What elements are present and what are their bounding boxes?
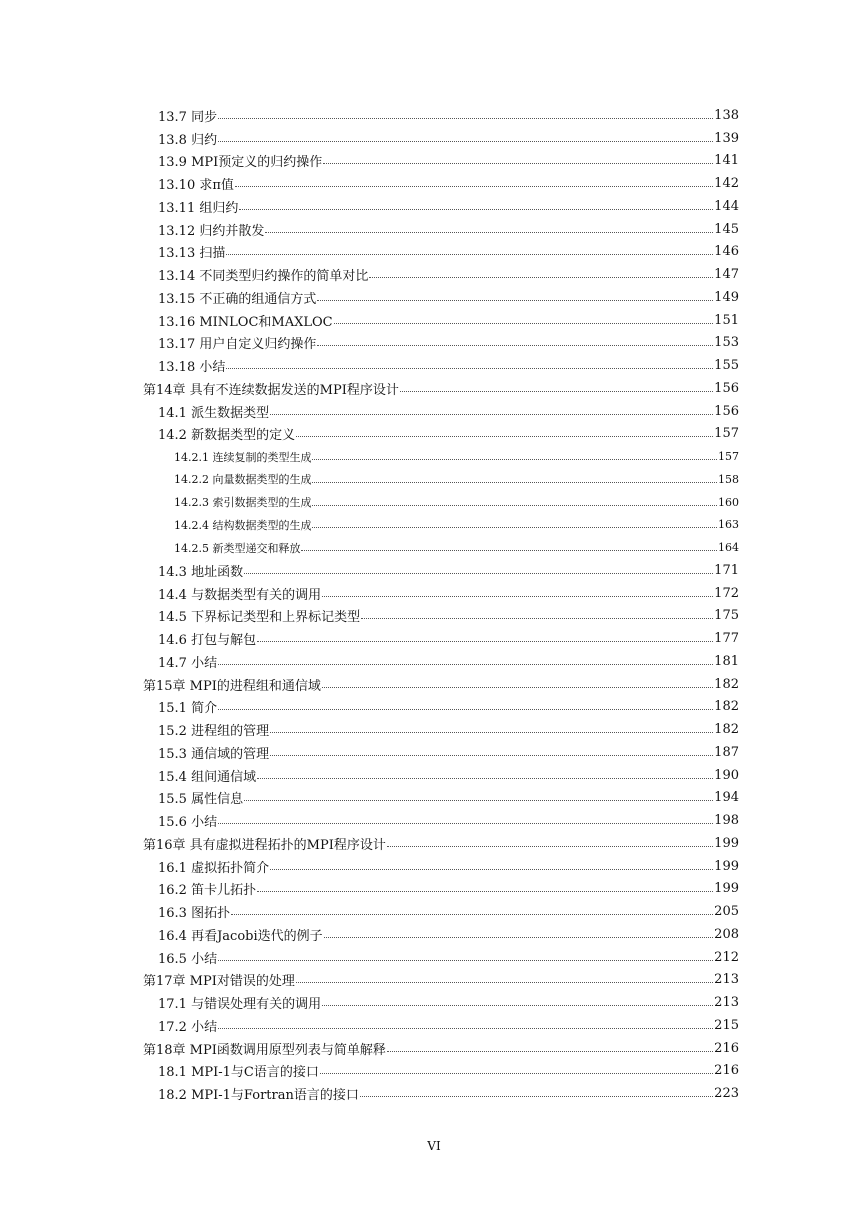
toc-entry-page: 182 — [714, 699, 739, 715]
toc-section-entry[interactable] — [158, 809, 739, 832]
toc-entry-page: 160 — [718, 495, 739, 509]
toc-leader-dots — [239, 209, 713, 210]
toc-leader-dots — [231, 914, 713, 915]
toc-entry-page: 198 — [714, 813, 739, 829]
toc-entry-page: 213 — [714, 995, 739, 1011]
toc-entry-page: 164 — [718, 541, 739, 555]
toc-chapter-entry[interactable] — [143, 1037, 739, 1060]
toc-entry-page: 199 — [714, 835, 739, 851]
toc-entry-title: 18.2 MPI-1与Fortran语言的接口 — [158, 1088, 359, 1104]
toc-entry-title: 14.6 打包与解包 — [158, 633, 257, 649]
toc-leader-dots — [317, 345, 713, 346]
toc-leader-dots — [265, 232, 713, 233]
toc-section-entry[interactable] — [158, 332, 739, 355]
toc-leader-dots — [334, 323, 714, 324]
toc-entry-page: 205 — [714, 904, 739, 920]
toc-leader-dots — [312, 459, 717, 460]
toc-entry-title: 14.2.3 索引数据类型的生成 — [174, 496, 312, 510]
toc-entry-title: 14.1 派生数据类型 — [158, 405, 270, 421]
toc-leader-dots — [320, 1073, 713, 1074]
toc-entry-title: 14.2.4 结构数据类型的生成 — [174, 518, 312, 532]
toc-entry-title: 14.5 下界标记类型和上界标记类型 — [158, 610, 361, 626]
toc-leader-dots — [312, 482, 717, 483]
toc-entry-title: 13.9 MPI预定义的归约操作 — [158, 155, 323, 171]
toc-entry-title: 16.5 小结 — [158, 951, 218, 967]
toc-entry-page: 145 — [714, 221, 739, 237]
toc-chapter-entry[interactable] — [143, 673, 739, 696]
toc-entry-title: 13.7 同步 — [158, 109, 218, 125]
toc-chapter-entry[interactable] — [143, 969, 739, 992]
toc-entry-page: 187 — [714, 744, 739, 760]
toc-entry-title: 13.10 求π值 — [158, 178, 234, 194]
toc-leader-dots — [360, 1096, 713, 1097]
toc-leader-dots — [226, 368, 713, 369]
toc-section-entry[interactable] — [158, 1014, 739, 1037]
toc-entry-page: 216 — [714, 1040, 739, 1056]
toc-entry-page: 172 — [714, 585, 739, 601]
toc-section-entry[interactable] — [158, 263, 739, 286]
toc-section-entry[interactable] — [158, 627, 739, 650]
toc-entry-page: 146 — [714, 244, 739, 260]
toc-entry-title: 13.13 扫描 — [158, 246, 226, 262]
toc-chapter-entry[interactable] — [143, 377, 739, 400]
toc-entry-title: 15.4 组间通信域 — [158, 769, 257, 785]
toc-entry-title: 14.2.2 向量数据类型的生成 — [174, 473, 312, 487]
toc-section-entry[interactable] — [158, 878, 739, 901]
toc-entry-title: 第15章 MPI的进程组和通信域 — [143, 678, 321, 694]
toc-entry-page: 199 — [714, 858, 739, 874]
toc-entry-title: 15.6 小结 — [158, 815, 218, 831]
toc-section-entry[interactable] — [158, 354, 739, 377]
toc-entry-page: 215 — [714, 1017, 739, 1033]
toc-subsubsection-entry[interactable] — [174, 445, 739, 468]
toc-entry-title: 13.16 MINLOC和MAXLOC — [158, 314, 333, 330]
toc-leader-dots — [369, 277, 713, 278]
toc-entry-page: 158 — [718, 472, 739, 486]
toc-leader-dots — [218, 823, 713, 824]
toc-subsubsection-entry[interactable] — [174, 491, 739, 514]
toc-entry-page: 181 — [714, 653, 739, 669]
toc-entry-title: 13.18 小结 — [158, 360, 226, 376]
toc-section-entry[interactable] — [158, 309, 739, 332]
toc-leader-dots — [270, 869, 713, 870]
toc-entry-page: 177 — [714, 631, 739, 647]
toc-section-entry[interactable] — [158, 787, 739, 810]
toc-entry-page: 157 — [714, 426, 739, 442]
toc-entry-title: 16.4 再看Jacobi迭代的例子 — [158, 928, 323, 944]
toc-section-entry[interactable] — [158, 946, 739, 969]
toc-entry-title: 第18章 MPI函数调用原型列表与简单解释 — [143, 1042, 386, 1058]
toc-entry-title: 15.3 通信域的管理 — [158, 746, 270, 762]
toc-entry-page: 194 — [714, 790, 739, 806]
toc-section-entry[interactable] — [158, 855, 739, 878]
toc-entry-page: 149 — [714, 289, 739, 305]
toc-leader-dots — [361, 618, 713, 619]
toc-section-entry[interactable] — [158, 764, 739, 787]
toc-entry-title: 16.1 虚拟拓扑简介 — [158, 860, 270, 876]
toc-entry-page: 171 — [714, 562, 739, 578]
page-number: VI — [427, 1139, 441, 1153]
toc-entry-page: 223 — [714, 1086, 739, 1102]
toc-entry-title: 18.1 MPI-1与C语言的接口 — [158, 1065, 319, 1081]
toc-entry-title: 15.1 简介 — [158, 701, 218, 717]
toc-entry-page: 156 — [714, 403, 739, 419]
toc-entry-title: 13.17 用户自定义归约操作 — [158, 337, 317, 353]
toc-section-entry[interactable] — [158, 741, 739, 764]
toc-entry-title: 16.3 图拓扑 — [158, 906, 231, 922]
toc-section-entry[interactable] — [158, 195, 739, 218]
toc-leader-dots — [270, 755, 713, 756]
toc-leader-dots — [301, 550, 717, 551]
toc-entry-title: 16.2 笛卡儿拓扑 — [158, 883, 257, 899]
toc-entry-title: 14.2.5 新类型递交和释放 — [174, 541, 301, 555]
toc-entry-page: 182 — [714, 676, 739, 692]
toc-entry-title: 第16章 具有虚拟进程拓扑的MPI程序设计 — [143, 837, 386, 853]
toc-leader-dots — [322, 596, 713, 597]
toc-entry-page: 199 — [714, 881, 739, 897]
toc-entry-page: 153 — [714, 335, 739, 351]
toc-entry-page: 139 — [714, 130, 739, 146]
toc-subsubsection-entry[interactable] — [174, 468, 739, 491]
toc-entry-title: 14.2.1 连续复制的类型生成 — [174, 450, 312, 464]
toc-section-entry[interactable] — [158, 1082, 739, 1105]
toc-entry-title: 14.3 地址函数 — [158, 564, 244, 580]
toc-leader-dots — [270, 414, 713, 415]
toc-section-entry[interactable] — [158, 605, 739, 628]
toc-leader-dots — [312, 527, 717, 528]
toc-entry-page: 208 — [714, 926, 739, 942]
toc-section-entry[interactable] — [158, 582, 739, 605]
toc-leader-dots — [235, 186, 713, 187]
toc-section-entry[interactable] — [158, 104, 739, 127]
toc-entry-page: 142 — [714, 176, 739, 192]
toc-leader-dots — [296, 982, 713, 983]
toc-subsubsection-entry[interactable] — [174, 536, 739, 559]
toc-entry-title: 14.4 与数据类型有关的调用 — [158, 587, 322, 603]
toc-section-entry[interactable] — [158, 127, 739, 150]
toc-leader-dots — [257, 778, 713, 779]
toc-section-entry[interactable] — [158, 423, 739, 446]
toc-leader-dots — [322, 687, 713, 688]
toc-leader-dots — [296, 436, 713, 437]
toc-entry-title: 17.1 与错误处理有关的调用 — [158, 997, 322, 1013]
toc-section-entry[interactable] — [158, 1060, 739, 1083]
toc-entry-page: 157 — [718, 450, 739, 464]
toc-leader-dots — [218, 709, 713, 710]
toc-entry-page: 144 — [714, 198, 739, 214]
toc-leader-dots — [257, 891, 713, 892]
toc-leader-dots — [323, 163, 713, 164]
toc-section-entry[interactable] — [158, 559, 739, 582]
toc-entry-title: 第17章 MPI对错误的处理 — [143, 974, 295, 990]
table-of-contents — [0, 104, 868, 1105]
toc-entry-page: 190 — [714, 767, 739, 783]
toc-leader-dots — [218, 664, 713, 665]
toc-entry-title: 13.11 组归约 — [158, 200, 239, 216]
toc-entry-title: 15.2 进程组的管理 — [158, 724, 270, 740]
toc-entry-page: 213 — [714, 972, 739, 988]
toc-entry-title: 13.8 归约 — [158, 132, 218, 148]
toc-entry-title: 第14章 具有不连续数据发送的MPI程序设计 — [143, 382, 399, 398]
toc-section-entry[interactable] — [158, 286, 739, 309]
toc-leader-dots — [218, 1028, 713, 1029]
toc-section-entry[interactable] — [158, 991, 739, 1014]
toc-leader-dots — [218, 118, 713, 119]
toc-entry-page: 175 — [714, 608, 739, 624]
toc-section-entry[interactable] — [158, 172, 739, 195]
toc-entry-page: 155 — [714, 358, 739, 374]
toc-section-entry[interactable] — [158, 400, 739, 423]
toc-entry-title: 14.7 小结 — [158, 655, 218, 671]
toc-entry-page: 212 — [714, 949, 739, 965]
toc-leader-dots — [218, 960, 713, 961]
toc-entry-title: 13.15 不正确的组通信方式 — [158, 291, 317, 307]
toc-entry-title: 17.2 小结 — [158, 1019, 218, 1035]
toc-leader-dots — [317, 300, 713, 301]
toc-leader-dots — [244, 800, 713, 801]
toc-entry-page: 163 — [718, 518, 739, 532]
toc-entry-title: 15.5 属性信息 — [158, 792, 244, 808]
toc-leader-dots — [387, 1051, 713, 1052]
toc-section-entry[interactable] — [158, 923, 739, 946]
toc-leader-dots — [324, 937, 714, 938]
toc-entry-title: 13.12 归约并散发 — [158, 223, 265, 239]
toc-entry-page: 216 — [714, 1063, 739, 1079]
toc-leader-dots — [244, 573, 713, 574]
toc-leader-dots — [257, 641, 713, 642]
toc-section-entry[interactable] — [158, 150, 739, 173]
toc-chapter-entry[interactable] — [143, 832, 739, 855]
toc-entry-page: 151 — [714, 312, 739, 328]
toc-entry-page: 138 — [714, 107, 739, 123]
toc-subsubsection-entry[interactable] — [174, 514, 739, 537]
toc-section-entry[interactable] — [158, 241, 739, 264]
toc-leader-dots — [270, 732, 713, 733]
toc-leader-dots — [322, 1005, 713, 1006]
toc-leader-dots — [218, 141, 713, 142]
toc-section-entry[interactable] — [158, 650, 739, 673]
toc-leader-dots — [400, 391, 713, 392]
toc-leader-dots — [226, 254, 713, 255]
toc-section-entry[interactable] — [158, 718, 739, 741]
toc-entry-page: 156 — [714, 380, 739, 396]
toc-entry-title: 13.14 不同类型归约操作的简单对比 — [158, 269, 369, 285]
toc-entry-page: 147 — [714, 267, 739, 283]
toc-entry-page: 182 — [714, 722, 739, 738]
toc-section-entry[interactable] — [158, 900, 739, 923]
toc-leader-dots — [387, 846, 713, 847]
toc-section-entry[interactable] — [158, 218, 739, 241]
toc-entry-title: 14.2 新数据类型的定义 — [158, 428, 296, 444]
toc-leader-dots — [312, 505, 717, 506]
toc-section-entry[interactable] — [158, 696, 739, 719]
toc-entry-page: 141 — [714, 153, 739, 169]
